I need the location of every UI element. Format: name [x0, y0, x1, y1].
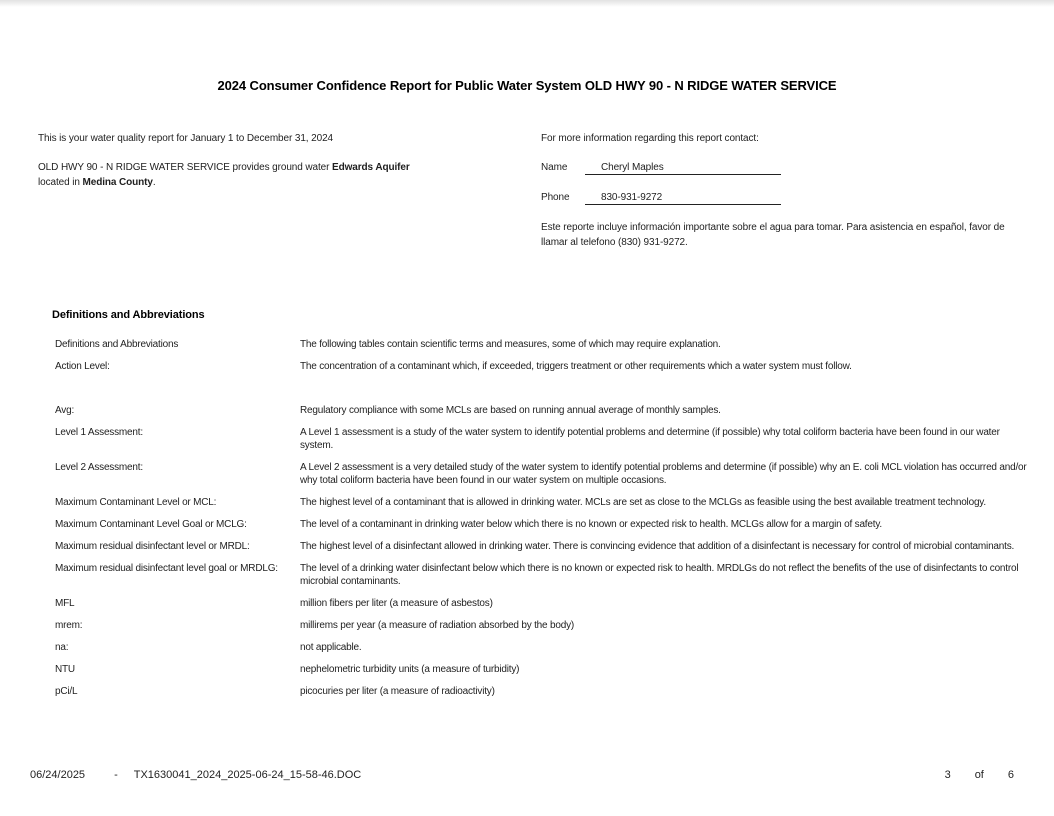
- contact-phone-row: [541, 190, 1021, 206]
- definition-text: millirems per year (a measure of radiation absorbed by the body): [300, 620, 575, 631]
- footer-filename: TX1630041_2024_2025-06-24_15-58-46.DOC: [133, 769, 362, 781]
- system-description: [38, 160, 518, 190]
- definition-term: Level 1 Assessment:: [55, 427, 143, 438]
- phone-value: 830-931-9272: [601, 192, 663, 203]
- sentence-period: .: [152, 177, 156, 188]
- definition-text: nephelometric turbidity units (a measure of turbidity): [300, 664, 520, 675]
- page-count: 6: [1007, 769, 1014, 781]
- phone-value-field: [585, 190, 781, 205]
- definition-term: mrem:: [55, 620, 83, 631]
- definition-row: [55, 641, 1032, 654]
- footer: [30, 769, 1014, 781]
- definition-row: [55, 518, 1032, 531]
- definition-term: NTU: [55, 664, 75, 675]
- name-value-field: [585, 160, 781, 175]
- name-label: Name: [541, 162, 568, 173]
- definition-term: na:: [55, 642, 69, 653]
- definition-row: [55, 496, 1032, 509]
- report-title: 2024 Consumer Confidence Report for Public Water System OLD HWY 90 - N RIDGE WATER SERVICE: [217, 78, 837, 93]
- footer-left: [30, 769, 361, 781]
- page-number: 3: [944, 769, 951, 781]
- located-prefix-text: located in: [38, 177, 83, 188]
- contact-name-row: [541, 160, 1021, 176]
- phone-label: Phone: [541, 192, 570, 203]
- definition-text: The level of a drinking water disinfectant below which there is no known or expected risk to health. MRDLGs do not reflect the benefits of the use of disinfectants to control microbial contaminants.: [300, 563, 1019, 587]
- definition-text: Regulatory compliance with some MCLs are based on running annual average of monthly samples.: [300, 405, 721, 416]
- definition-term: Level 2 Assessment:: [55, 462, 143, 473]
- definition-row: [55, 461, 1032, 487]
- definition-term: Maximum Contaminant Level or MCL:: [55, 497, 217, 508]
- contact-heading: For more information regarding this report contact:: [541, 133, 759, 144]
- definition-term: Maximum residual disinfectant level or MRDL:: [55, 541, 250, 552]
- definition-term: pCi/L: [55, 686, 78, 697]
- definition-row: [55, 540, 1032, 553]
- footer-date: 06/24/2025: [30, 769, 86, 781]
- definition-text: The highest level of a disinfectant allowed in drinking water. There is convincing evidence that addition of a disinfectant is necessary for control of microbial contaminants.: [300, 541, 1015, 552]
- page-top-edge: [0, 0, 1054, 7]
- definition-text: The highest level of a contaminant that is allowed in drinking water. MCLs are set as close to the MCLGs as feasible using the best available treatment technology.: [300, 497, 986, 508]
- definition-row: [55, 360, 1032, 373]
- definition-term: Maximum Contaminant Level Goal or MCLG:: [55, 519, 247, 530]
- water-source-name: Edwards Aquifer: [332, 162, 410, 173]
- footer-separator: -: [114, 769, 118, 781]
- definition-row: [55, 619, 1032, 632]
- intro-section: [38, 131, 518, 190]
- definition-term: Maximum residual disinfectant level goal or MRDLG:: [55, 563, 278, 574]
- definitions-heading: Definitions and Abbreviations: [52, 309, 205, 321]
- definition-text: picocuries per liter (a measure of radioactivity): [300, 686, 495, 697]
- definition-row: [55, 404, 1032, 417]
- definition-row: [55, 338, 1032, 351]
- definition-term: Avg:: [55, 405, 75, 416]
- page-of-label: of: [974, 769, 984, 781]
- system-name-text: OLD HWY 90 - N RIDGE WATER SERVICE provides ground water: [38, 162, 333, 173]
- contact-section: [541, 131, 1021, 250]
- county-name: Medina County: [82, 177, 153, 188]
- definition-term: Definitions and Abbreviations: [55, 339, 179, 350]
- definition-row: [55, 426, 1032, 452]
- footer-pagination: [945, 769, 1014, 781]
- definition-row: [55, 685, 1032, 698]
- definition-term: MFL: [55, 598, 75, 609]
- definition-row: [55, 562, 1032, 588]
- definition-row: [55, 597, 1032, 610]
- definition-row: [55, 663, 1032, 676]
- definition-text: million fibers per liter (a measure of asbestos): [300, 598, 493, 609]
- name-value: Cheryl Maples: [601, 162, 664, 173]
- definition-text: A Level 2 assessment is a very detailed study of the water system to identify potential problems and determine (if possible) why an E. coli MCL violation has occurred and/or why total coliform bacteria have been found in our water system on multiple occasions.: [300, 462, 1027, 486]
- definition-text: The concentration of a contaminant which, if exceeded, triggers treatment or other requirements which a water system must follow.: [300, 361, 852, 372]
- spanish-notice: Este reporte incluye información importante sobre el agua para tomar. Para asistencia en español, favor de llamar al telefono (830) 931-9272.: [541, 222, 1005, 248]
- definition-term: Action Level:: [55, 361, 110, 372]
- definition-text: A Level 1 assessment is a study of the water system to identify potential problems and determine (if possible) why total coliform bacteria have been found in our water system.: [300, 427, 1000, 451]
- definition-text: The level of a contaminant in drinking water below which there is no known or expected risk to health. MCLGs allow for a margin of safety.: [300, 519, 882, 530]
- definitions-list: [55, 338, 1032, 707]
- definition-text: The following tables contain scientific terms and measures, some of which may require explanation.: [300, 339, 721, 350]
- report-period-text: This is your water quality report for January 1 to December 31, 2024: [38, 133, 334, 144]
- definition-text: not applicable.: [300, 642, 362, 653]
